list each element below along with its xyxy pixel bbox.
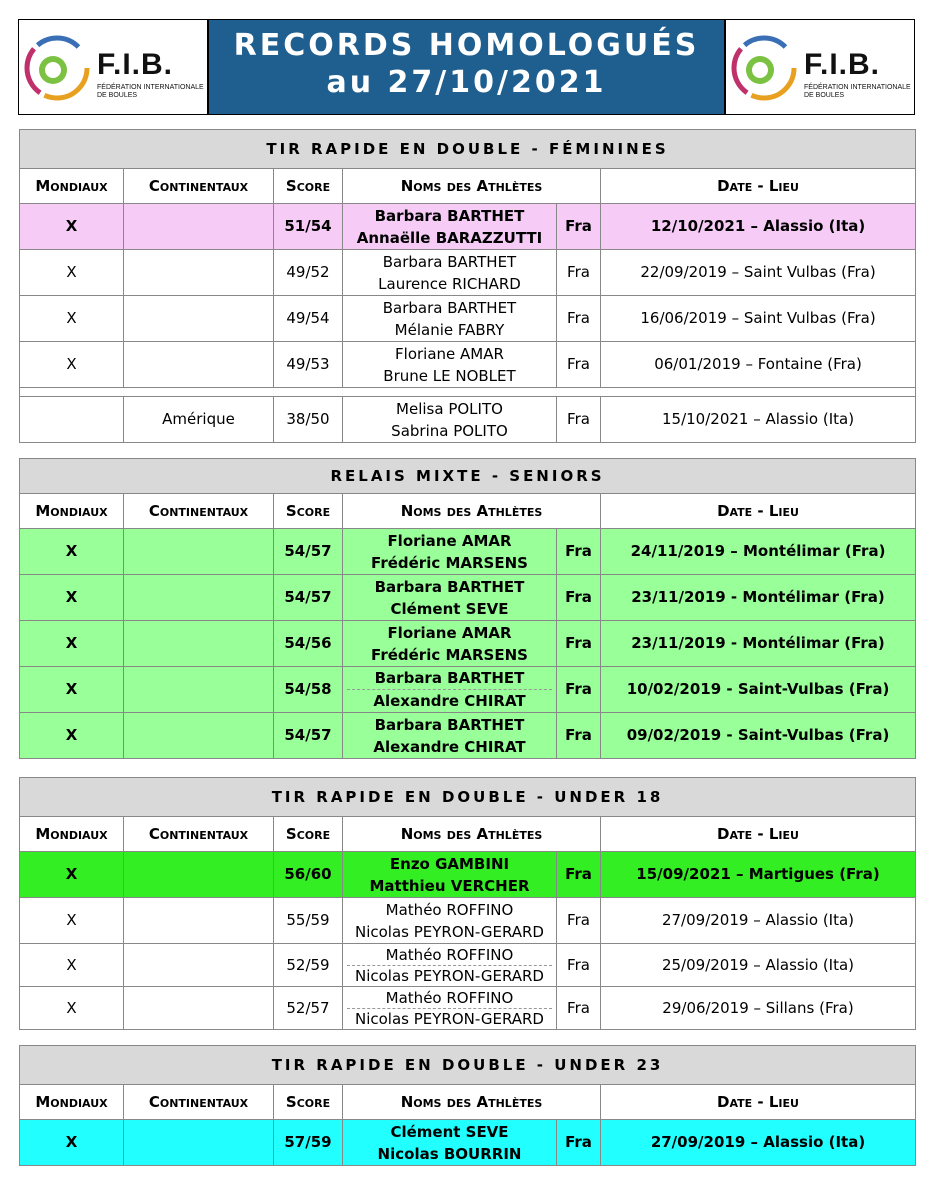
- athlete-2: Mélanie FABRY: [394, 320, 505, 339]
- athlete-1: Barbara BARTHET: [374, 669, 525, 687]
- cell-athletes: [343, 397, 557, 443]
- cell-date-lieu: 27/09/2019 – Alassio (Ita): [601, 898, 916, 944]
- athlete-1: Floriane AMAR: [387, 531, 512, 550]
- section-title: TIR RAPIDE EN DOUBLE - FÉMININES: [20, 130, 916, 169]
- cell-mondial: X: [20, 1120, 124, 1166]
- table-row: [20, 713, 916, 759]
- cell-mondial: X: [20, 342, 124, 388]
- athlete-1: Barbara BARTHET: [382, 298, 517, 317]
- cell-athletes: [343, 987, 557, 1030]
- athlete-2: Nicolas PEYRON-GERARD: [347, 1008, 552, 1029]
- cell-score: 52/59: [274, 944, 343, 987]
- records-table-under-18: [19, 777, 916, 1030]
- col-date-lieu: Date - Lieu: [601, 169, 916, 204]
- cell-score: 38/50: [274, 397, 343, 443]
- cell-athletes: [343, 667, 557, 713]
- cell-score: 56/60: [274, 852, 343, 898]
- logo-subtitle: FÉDÉRATION INTERNATIONALE DE BOULES: [804, 84, 911, 99]
- cell-mondial: X: [20, 987, 124, 1030]
- cell-athletes: [343, 898, 557, 944]
- athlete-2: Matthieu VERCHER: [369, 876, 530, 895]
- col-score: Score: [274, 169, 343, 204]
- fib-logo-left: [18, 19, 208, 115]
- cell-nation: Fra: [557, 296, 601, 342]
- records-table-under-23: [19, 1045, 916, 1166]
- cell-athletes: [343, 852, 557, 898]
- row-spacer: [20, 388, 916, 397]
- cell-date-lieu: 15/10/2021 – Alassio (Ita): [601, 397, 916, 443]
- table-row: [20, 621, 916, 667]
- records-table-relais-mixte: [19, 458, 916, 759]
- athlete-2: Sabrina POLITO: [391, 421, 508, 440]
- col-date-lieu: Date - Lieu: [601, 1085, 916, 1120]
- cell-continental: [124, 852, 274, 898]
- cell-date-lieu: 12/10/2021 – Alassio (Ita): [601, 204, 916, 250]
- cell-continental: [124, 898, 274, 944]
- logo-text: F.I.B.: [97, 48, 174, 81]
- cell-continental: [124, 575, 274, 621]
- cell-mondial: X: [20, 204, 124, 250]
- athlete-1: Clément SEVE: [390, 1122, 509, 1141]
- athlete-1: Mathéo ROFFINO: [385, 988, 514, 1007]
- col-date-lieu: Date - Lieu: [601, 817, 916, 852]
- cell-nation: Fra: [557, 852, 601, 898]
- logo-subtitle: FÉDÉRATION INTERNATIONALE DE BOULES: [97, 84, 204, 99]
- cell-nation: Fra: [557, 898, 601, 944]
- cell-date-lieu: 09/02/2019 - Saint-Vulbas (Fra): [601, 713, 916, 759]
- cell-continental: [124, 529, 274, 575]
- col-continentaux: Continentaux: [124, 169, 274, 204]
- athlete-1: Barbara BARTHET: [374, 577, 525, 596]
- athlete-2: Clément SEVE: [390, 599, 509, 618]
- athlete-2: Frédéric MARSENS: [371, 553, 528, 572]
- cell-score: 55/59: [274, 898, 343, 944]
- table-row: [20, 852, 916, 898]
- cell-continental: [124, 713, 274, 759]
- cell-nation: Fra: [557, 621, 601, 667]
- cell-score: 54/57: [274, 575, 343, 621]
- cell-athletes: [343, 575, 557, 621]
- cell-nation: Fra: [557, 667, 601, 713]
- section-title: RELAIS MIXTE - SENIORS: [20, 459, 916, 494]
- cell-mondial: [20, 397, 124, 443]
- cell-score: 54/58: [274, 667, 343, 713]
- cell-mondial: X: [20, 250, 124, 296]
- fib-logo-right: [725, 19, 915, 115]
- logo-text: F.I.B.: [804, 48, 881, 81]
- col-continentaux: Continentaux: [124, 1085, 274, 1120]
- athlete-1: Barbara BARTHET: [382, 252, 517, 271]
- cell-score: 54/57: [274, 713, 343, 759]
- cell-athletes: [343, 250, 557, 296]
- cell-score: 52/57: [274, 987, 343, 1030]
- cell-date-lieu: 10/02/2019 - Saint-Vulbas (Fra): [601, 667, 916, 713]
- col-mondiaux: Mondiaux: [20, 817, 124, 852]
- cell-nation: Fra: [557, 575, 601, 621]
- col-continentaux: Continentaux: [124, 817, 274, 852]
- cell-continental: [124, 1120, 274, 1166]
- cell-mondial: X: [20, 898, 124, 944]
- col-noms: Noms des Athlètes: [343, 494, 601, 529]
- cell-date-lieu: 15/09/2021 – Martigues (Fra): [601, 852, 916, 898]
- cell-mondial: X: [20, 296, 124, 342]
- cell-score: 49/52: [274, 250, 343, 296]
- cell-score: 49/53: [274, 342, 343, 388]
- athlete-2: Annaëlle BARAZZUTTI: [356, 228, 543, 247]
- records-table-feminines: [19, 129, 916, 443]
- cell-athletes: [343, 529, 557, 575]
- athlete-1: Mathéo ROFFINO: [385, 900, 514, 919]
- cell-score: 51/54: [274, 204, 343, 250]
- cell-continental: [124, 342, 274, 388]
- table-row: [20, 342, 916, 388]
- cell-score: 49/54: [274, 296, 343, 342]
- section-title: TIR RAPIDE EN DOUBLE - UNDER 18: [20, 778, 916, 817]
- athlete-2: Laurence RICHARD: [378, 274, 521, 293]
- cell-continental: [124, 621, 274, 667]
- cell-date-lieu: 29/06/2019 – Sillans (Fra): [601, 987, 916, 1030]
- cell-mondial: X: [20, 944, 124, 987]
- cell-date-lieu: 24/11/2019 – Montélimar (Fra): [601, 529, 916, 575]
- cell-nation: Fra: [557, 342, 601, 388]
- fib-emblem-icon: [23, 26, 93, 110]
- athlete-1: Enzo GAMBINI: [389, 854, 510, 873]
- cell-mondial: X: [20, 529, 124, 575]
- cell-date-lieu: 23/11/2019 - Montélimar (Fra): [601, 621, 916, 667]
- cell-nation: Fra: [557, 397, 601, 443]
- cell-nation: Fra: [557, 944, 601, 987]
- table-row: [20, 898, 916, 944]
- cell-nation: Fra: [557, 204, 601, 250]
- table-row: [20, 204, 916, 250]
- cell-score: 57/59: [274, 1120, 343, 1166]
- cell-nation: Fra: [557, 1120, 601, 1166]
- cell-continental: [124, 987, 274, 1030]
- cell-mondial: X: [20, 713, 124, 759]
- cell-mondial: X: [20, 575, 124, 621]
- table-row: [20, 397, 916, 443]
- athlete-1: Melisa POLITO: [396, 399, 503, 418]
- cell-continental: [124, 250, 274, 296]
- table-row: [20, 1120, 916, 1166]
- athlete-2: Alexandre CHIRAT: [373, 737, 526, 756]
- cell-athletes: [343, 621, 557, 667]
- title-line-2: au 27/10/2021: [326, 65, 607, 100]
- table-row: [20, 575, 916, 621]
- col-score: Score: [274, 494, 343, 529]
- section-title: TIR RAPIDE EN DOUBLE - UNDER 23: [20, 1046, 916, 1085]
- cell-mondial: X: [20, 667, 124, 713]
- cell-date-lieu: 27/09/2019 – Alassio (Ita): [601, 1120, 916, 1166]
- table-row: [20, 667, 916, 713]
- col-score: Score: [274, 817, 343, 852]
- col-mondiaux: Mondiaux: [20, 1085, 124, 1120]
- cell-score: 54/57: [274, 529, 343, 575]
- cell-date-lieu: 22/09/2019 – Saint Vulbas (Fra): [601, 250, 916, 296]
- cell-nation: Fra: [557, 529, 601, 575]
- athlete-1: Mathéo ROFFINO: [385, 945, 514, 964]
- cell-date-lieu: 06/01/2019 – Fontaine (Fra): [601, 342, 916, 388]
- athlete-2: Nicolas BOURRIN: [377, 1144, 522, 1163]
- col-date-lieu: Date - Lieu: [601, 494, 916, 529]
- cell-nation: Fra: [557, 250, 601, 296]
- col-noms: Noms des Athlètes: [343, 817, 601, 852]
- cell-score: 54/56: [274, 621, 343, 667]
- cell-mondial: X: [20, 852, 124, 898]
- col-score: Score: [274, 1085, 343, 1120]
- athlete-2: Nicolas PEYRON-GERARD: [354, 922, 544, 941]
- title-line-1: RECORDS HOMOLOGUÉS: [233, 28, 700, 63]
- cell-date-lieu: 25/09/2019 – Alassio (Ita): [601, 944, 916, 987]
- cell-athletes: [343, 204, 557, 250]
- table-row: [20, 296, 916, 342]
- athlete-1: Barbara BARTHET: [374, 206, 525, 225]
- cell-continental: Amérique: [124, 397, 274, 443]
- cell-athletes: [343, 342, 557, 388]
- fib-emblem-icon: [730, 26, 800, 110]
- cell-athletes: [343, 1120, 557, 1166]
- cell-athletes: [343, 944, 557, 987]
- cell-continental: [124, 667, 274, 713]
- athlete-2: Alexandre CHIRAT: [347, 689, 552, 712]
- cell-continental: [124, 204, 274, 250]
- col-continentaux: Continentaux: [124, 494, 274, 529]
- athlete-1: Floriane AMAR: [395, 344, 504, 363]
- page-title: [208, 19, 725, 115]
- athlete-2: Nicolas PEYRON-GERARD: [347, 965, 552, 986]
- cell-athletes: [343, 296, 557, 342]
- athlete-2: Brune LE NOBLET: [383, 366, 516, 385]
- col-mondiaux: Mondiaux: [20, 494, 124, 529]
- athlete-2: Frédéric MARSENS: [371, 645, 528, 664]
- cell-mondial: X: [20, 621, 124, 667]
- col-noms: Noms des Athlètes: [343, 169, 601, 204]
- col-mondiaux: Mondiaux: [20, 169, 124, 204]
- table-row: [20, 250, 916, 296]
- cell-date-lieu: 16/06/2019 – Saint Vulbas (Fra): [601, 296, 916, 342]
- table-row: [20, 987, 916, 1030]
- athlete-1: Floriane AMAR: [387, 623, 512, 642]
- table-row: [20, 944, 916, 987]
- cell-continental: [124, 944, 274, 987]
- cell-nation: Fra: [557, 713, 601, 759]
- cell-date-lieu: 23/11/2019 - Montélimar (Fra): [601, 575, 916, 621]
- cell-nation: Fra: [557, 987, 601, 1030]
- cell-continental: [124, 296, 274, 342]
- spacer-cell: [20, 388, 916, 397]
- athlete-1: Barbara BARTHET: [374, 715, 525, 734]
- cell-athletes: [343, 713, 557, 759]
- table-row: [20, 529, 916, 575]
- col-noms: Noms des Athlètes: [343, 1085, 601, 1120]
